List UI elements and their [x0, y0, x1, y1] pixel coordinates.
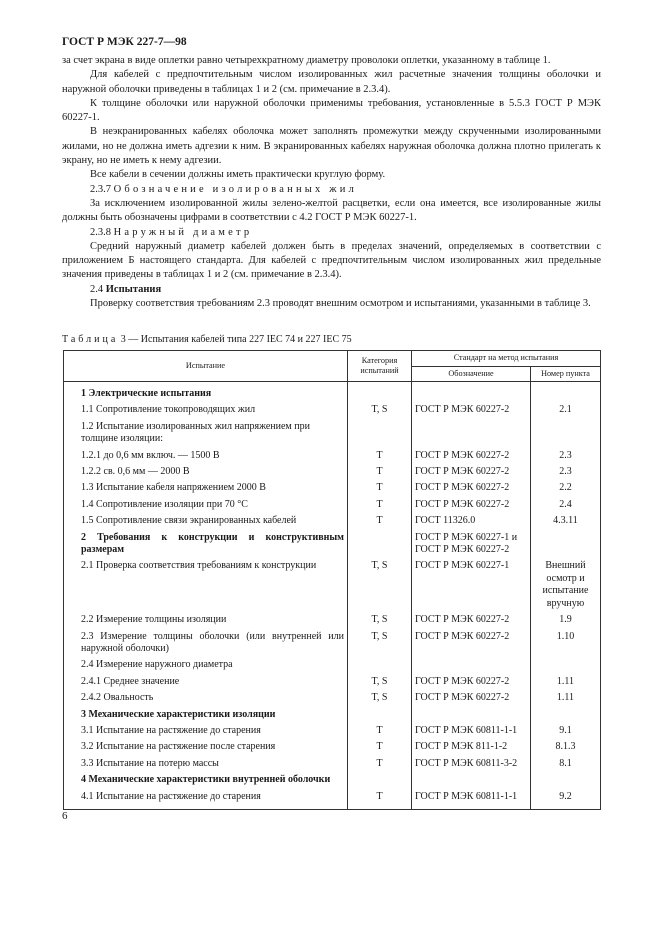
test-name: 4 Механические характеристики внутренней оболочки: [81, 774, 331, 786]
test-category: T: [348, 724, 412, 740]
test-category: T: [348, 790, 412, 810]
test-category: T: [348, 449, 412, 465]
test-clause: 9.1: [531, 724, 601, 740]
section-heading-2-4: [62, 283, 601, 297]
section-title: Обозначение изолированных жил: [113, 183, 358, 195]
test-category: [348, 773, 412, 789]
test-name: 3.2 Испытание на растяжение после старения: [64, 740, 348, 756]
table-row: [64, 708, 601, 724]
table-row: [64, 724, 601, 740]
test-standard: ГОСТ Р МЭК 60227-2: [412, 691, 531, 707]
section-number: 2.3.7: [90, 183, 111, 195]
paragraph: К толщине оболочки или наружной оболочки применимы требования, установленные в 5.5.3 ГОСТ Р МЭК 60227-1.: [62, 97, 601, 124]
test-name: 2.3 Измерение толщины оболочки (или внутренней или наружной оболочки): [64, 630, 348, 659]
table-row: [64, 757, 601, 773]
test-name: 3.3 Испытание на потерю массы: [64, 757, 348, 773]
table-row: [64, 420, 601, 449]
header-standard: Стандарт на метод испытания: [412, 351, 601, 367]
test-standard: ГОСТ Р МЭК 60227-2: [412, 675, 531, 691]
test-category: T, S: [348, 613, 412, 629]
header-category: Категория испытаний: [348, 351, 412, 382]
table-row: [64, 531, 601, 560]
test-category: T, S: [348, 559, 412, 613]
table-row: [64, 449, 601, 465]
test-name: 1.1 Сопротивление токопроводящих жил: [64, 403, 348, 419]
paragraph: За исключением изолированной жилы зелено-желтой расцветки, если она имеется, все изолированные жилы должны быть обозначены цифрами в соответствии с 4.2 ГОСТ Р МЭК 60227-1.: [62, 197, 601, 224]
test-name: 3.1 Испытание на растяжение до старения: [64, 724, 348, 740]
test-standard: ГОСТ Р МЭК 811-1-2: [412, 740, 531, 756]
test-clause: [531, 773, 601, 789]
test-standard: ГОСТ Р МЭК 60227-1: [412, 559, 531, 613]
section-number: 2.4: [90, 283, 104, 295]
test-name: 2.2 Измерение толщины изоляции: [64, 613, 348, 629]
paragraph: В неэкранированных кабелях оболочка может заполнять промежутки между скрученными изолированными жилами, но не должна иметь адгезии к ним. В экранированных кабелях наружная оболочка должна плотно прилегать к экрану, но не иметь к нему адгезии.: [62, 126, 601, 167]
test-category: T: [348, 740, 412, 756]
test-name: 1.5 Сопротивление связи экранированных кабелей: [64, 514, 348, 530]
test-category: T, S: [348, 691, 412, 707]
test-clause: 1.9: [531, 613, 601, 629]
test-category: T: [348, 514, 412, 530]
test-category: T: [348, 757, 412, 773]
section-heading-2-3-8: [62, 226, 601, 240]
test-standard: [412, 708, 531, 724]
section-number: 2.3.8: [90, 226, 111, 238]
table-caption-label: Таблица: [62, 334, 119, 345]
test-name: 1.3 Испытание кабеля напряжением 2000 В: [64, 481, 348, 497]
test-clause: 2.1: [531, 403, 601, 419]
table-caption-text: 3 — Испытания кабелей типа 227 IEC 74 и 227 IEC 75: [120, 334, 352, 345]
test-category: T, S: [348, 675, 412, 691]
test-name: 2.1 Проверка соответствия требованиям к конструкции: [64, 559, 348, 613]
paragraph: Для кабелей с предпочтительным числом изолированных жил расчетные значения толщины оболочки и наружной оболочки приведены в таблицах 1 и 2 (см. примечание в 2.3.4).: [62, 69, 601, 95]
test-clause: 2.2: [531, 481, 601, 497]
test-category: T, S: [348, 630, 412, 659]
paragraph: Проверку соответствия требованиям 2.3 проводят внешним осмотром и испытаниями, указанными в таблице 3.: [90, 298, 591, 310]
test-standard: ГОСТ 11326.0: [412, 514, 531, 530]
header-test: Испытание: [64, 351, 348, 382]
table-row: [64, 403, 601, 419]
table-row: [64, 613, 601, 629]
test-name: 2.4 Измерение наружного диаметра: [64, 658, 348, 674]
test-name: 1.2.1 до 0,6 мм включ. — 1500 В: [64, 449, 348, 465]
section-title: Наружный диаметр: [113, 226, 253, 238]
test-name: 2.4.2 Овальность: [64, 691, 348, 707]
test-clause: 9.2: [531, 790, 601, 810]
table-row: [64, 691, 601, 707]
test-standard: [412, 773, 531, 789]
test-category: [348, 658, 412, 674]
test-category: [348, 708, 412, 724]
test-name: 1 Электрические испытания: [81, 388, 212, 399]
test-clause: [531, 382, 601, 404]
table-row: [64, 498, 601, 514]
table-row: [64, 658, 601, 674]
test-standard: ГОСТ Р МЭК 60811-1-1: [412, 724, 531, 740]
test-clause: 1.11: [531, 675, 601, 691]
table-row: [64, 675, 601, 691]
test-clause: Внешний осмотр и испытание вручную: [531, 559, 601, 613]
table-row: [64, 382, 601, 404]
document-header: ГОСТ Р МЭК 227-7—98: [62, 36, 187, 48]
test-clause: 2.4: [531, 498, 601, 514]
table-row: [64, 514, 601, 530]
test-clause: 4.3.11: [531, 514, 601, 530]
test-name: 3 Механические характеристики изоляции: [81, 708, 276, 720]
test-clause: [531, 531, 601, 560]
test-category: T, S: [348, 403, 412, 419]
test-clause: [531, 420, 601, 449]
table-caption: [62, 334, 352, 345]
test-clause: 2.3: [531, 449, 601, 465]
test-category: [348, 531, 412, 560]
table-row: [64, 559, 601, 613]
test-standard: ГОСТ Р МЭК 60227-2: [412, 449, 531, 465]
test-standard: ГОСТ Р МЭК 60227-2: [412, 613, 531, 629]
test-name: 1.4 Сопротивление изоляции при 70 °С: [64, 498, 348, 514]
test-standard: ГОСТ Р МЭК 60811-3-2: [412, 757, 531, 773]
test-name: 4.1 Испытание на растяжение до старения: [64, 790, 348, 810]
test-clause: [531, 658, 601, 674]
test-clause: 2.3: [531, 465, 601, 481]
section-title: Испытания: [105, 283, 162, 295]
test-standard: ГОСТ Р МЭК 60227-2: [412, 481, 531, 497]
page-number: 6: [62, 810, 68, 822]
test-category: T: [348, 481, 412, 497]
test-standard: ГОСТ Р МЭК 60227-2: [412, 630, 531, 659]
test-name: 2.4.1 Среднее значение: [64, 675, 348, 691]
table-row: [64, 630, 601, 659]
test-standard: ГОСТ Р МЭК 60227-2: [412, 465, 531, 481]
body-text: [62, 54, 601, 311]
test-category: T: [348, 465, 412, 481]
table-row: [64, 465, 601, 481]
test-category: [348, 382, 412, 404]
table-row: [64, 481, 601, 497]
header-clause: Номер пункта: [531, 366, 601, 382]
test-clause: 1.11: [531, 691, 601, 707]
test-standard: ГОСТ Р МЭК 60227-2: [412, 403, 531, 419]
test-clause: 1.10: [531, 630, 601, 659]
test-category: [348, 420, 412, 449]
test-name: 1.2 Испытание изолированных жил напряжением при толщине изоляции:: [64, 420, 348, 449]
test-clause: [531, 708, 601, 724]
test-category: T: [348, 498, 412, 514]
test-standard: [412, 420, 531, 449]
test-clause: 8.1.3: [531, 740, 601, 756]
test-standard: [412, 658, 531, 674]
paragraph: Все кабели в сечении должны иметь практически круглую форму.: [90, 169, 386, 181]
section-heading-2-3-7: [62, 183, 601, 197]
table-row: [64, 790, 601, 810]
table-row: [64, 740, 601, 756]
test-standard: [412, 382, 531, 404]
test-standard: ГОСТ Р МЭК 60227-2: [412, 498, 531, 514]
table-row: [64, 773, 601, 789]
header-designation: Обозначение: [412, 366, 531, 382]
test-name: 1.2.2 св. 0,6 мм — 2000 В: [64, 465, 348, 481]
paragraph: Средний наружный диаметр кабелей должен быть в пределах значений, определяемых в соответствии с приложением Б настоящего стандарта. Для кабелей с предпочтительным числом изолированных жил предельные значения приведены в таблицах 1 и 2 (см. примечание в 2.3.4).: [62, 240, 601, 281]
test-name: 2 Требования к конструкции и конструктивным размерам: [81, 531, 344, 556]
paragraph: за счет экрана в виде оплетки равно четырехкратному диаметру проволоки оплетки, указанному в таблице 1.: [62, 55, 551, 66]
test-standard: ГОСТ Р МЭК 60227-1 и ГОСТ Р МЭК 60227-2: [412, 531, 531, 560]
tests-table: [63, 350, 601, 810]
test-clause: 8.1: [531, 757, 601, 773]
test-standard: ГОСТ Р МЭК 60811-1-1: [412, 790, 531, 810]
